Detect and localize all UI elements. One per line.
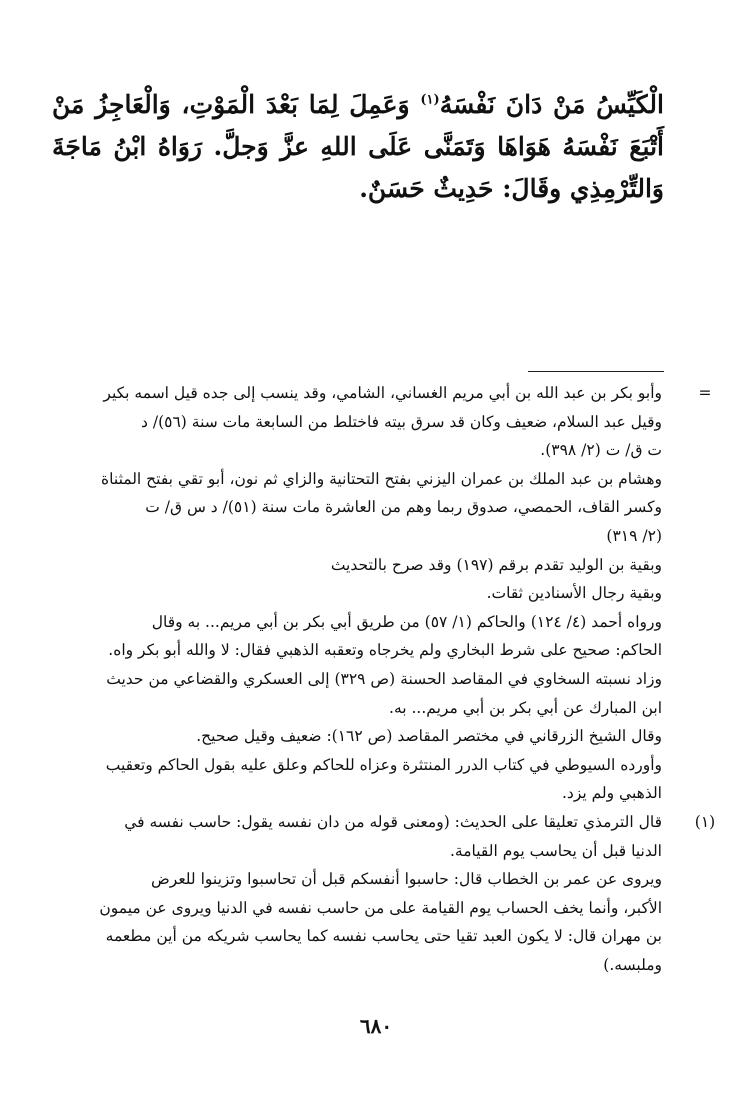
footnote-line: وبقية رجال الأسنادين ثقات.: [486, 584, 662, 603]
footnote-line: وأورده السيوطي في كتاب الدرر المنتثرة وعزاه للحاكم وعلق عليه بقول الحاكم وتعقيب: [105, 755, 662, 774]
footnote-line: وهشام بن عبد الملك بن عمران اليزني بفتح التحتانية والزاي ثم نون، أبو تقي بفتح المثناة: [101, 469, 662, 488]
page-number: ٦٨٠: [359, 1014, 393, 1038]
footnote-reference: (١): [420, 92, 440, 108]
footnote-line: الدنيا قبل أن يحاسب يوم القيامة.: [449, 841, 662, 860]
footnote-line: الأكبر، وأنما يخف الحساب يوم القيامة على من حاسب نفسه في الدنيا ويروى عن ميمون: [99, 898, 662, 917]
footnote-line: الذهبي ولم يزد.: [561, 784, 662, 803]
footnote-line: وأبو بكر بن عبد الله بن أبي مريم الغساني، الشامي، وقد ينسب إلى جده قيل اسمه بكير: [103, 384, 662, 402]
footnote-number: (١): [694, 812, 716, 831]
footnote-line: وقال الشيخ الزرقاني في مختصر المقاصد (ص ١٦٢): ضعيف وقيل صحيح.: [196, 727, 662, 746]
footnote-line: قال الترمذي تعليقا على الحديث: (ومعنى قوله من دان نفسه يقول: حاسب نفسه في: [124, 812, 662, 831]
continuation-marker: =: [698, 384, 712, 402]
footnote-line: وكسر القاف، الحمصي، صدوق ربما وهم من العاشرة مات سنة (٥١)/ د س ق/ ت: [145, 498, 662, 517]
footnotes-section: [53, 379, 728, 979]
footnote-line: وبقية بن الوليد تقدم برقم (١٩٧) وقد صرح بالتحديث: [330, 555, 662, 574]
footnote-line: بن مهران قال: لا يكون العبد تقيا حتى يحاسب نفسه كما يحاسب شريكه من أين مطعمه: [105, 927, 662, 946]
footnote-line: (٢/ ٣١٩): [606, 526, 662, 545]
footnote-line: وقيل عبد السلام، ضعيف وكان قد سرق بيته فاختلط من السابعة مات سنة (٥٦)/ د: [141, 412, 662, 431]
footnote-1: [53, 808, 728, 980]
footnote-line: ورواه أحمد (٤/ ١٢٤) والحاكم (١/ ٥٧) من طريق أبي بكر بن أبي مريم... به وقال: [151, 612, 662, 631]
hadith-text: [52, 84, 664, 210]
footnote-line: ابن المبارك عن أبي بكر بن أبي مريم... به.: [389, 698, 662, 717]
footnote-line: الحاكم: صحيح على شرط البخاري ولم يخرجاه وتعقبه الذهبي فقال: لا والله أبو بكر واه.: [108, 641, 662, 660]
footnote-line: ويروى عن عمر بن الخطاب قال: حاسبوا أنفسكم قبل أن تحاسبوا وتزينوا للعرض: [151, 870, 662, 889]
footnote-separator: [528, 371, 664, 372]
hadith-text-part-2: وَعَمِلَ لِمَا بَعْدَ الْمَوْتِ، وَالْعَاجِزُ مَنْ أَتْبَعَ نَفْسَهُ هَوَاهَا وَتَمَنَّى عَلَى اللهِ عزَّ وَجلَّ. رَوَاهُ ابْنُ مَاجَةَ وَالتِّرْمِذِي وقَالَ: حَدِيثٌ حَسَنٌ.: [52, 90, 664, 203]
footnote-line: وملبسه.): [603, 955, 662, 974]
footnote-continuation: [53, 379, 728, 808]
hadith-text-part-1: الْكَيِّسُ مَنْ دَانَ نَفْسَهُ: [439, 90, 664, 119]
footnote-line: ت ق/ ت (٢/ ٣٩٨).: [540, 441, 662, 460]
footnote-line: وزاد نسبته السخاوي في المقاصد الحسنة (ص ٣٢٩) إلى العسكري والقضاعي من حديث: [106, 669, 662, 688]
